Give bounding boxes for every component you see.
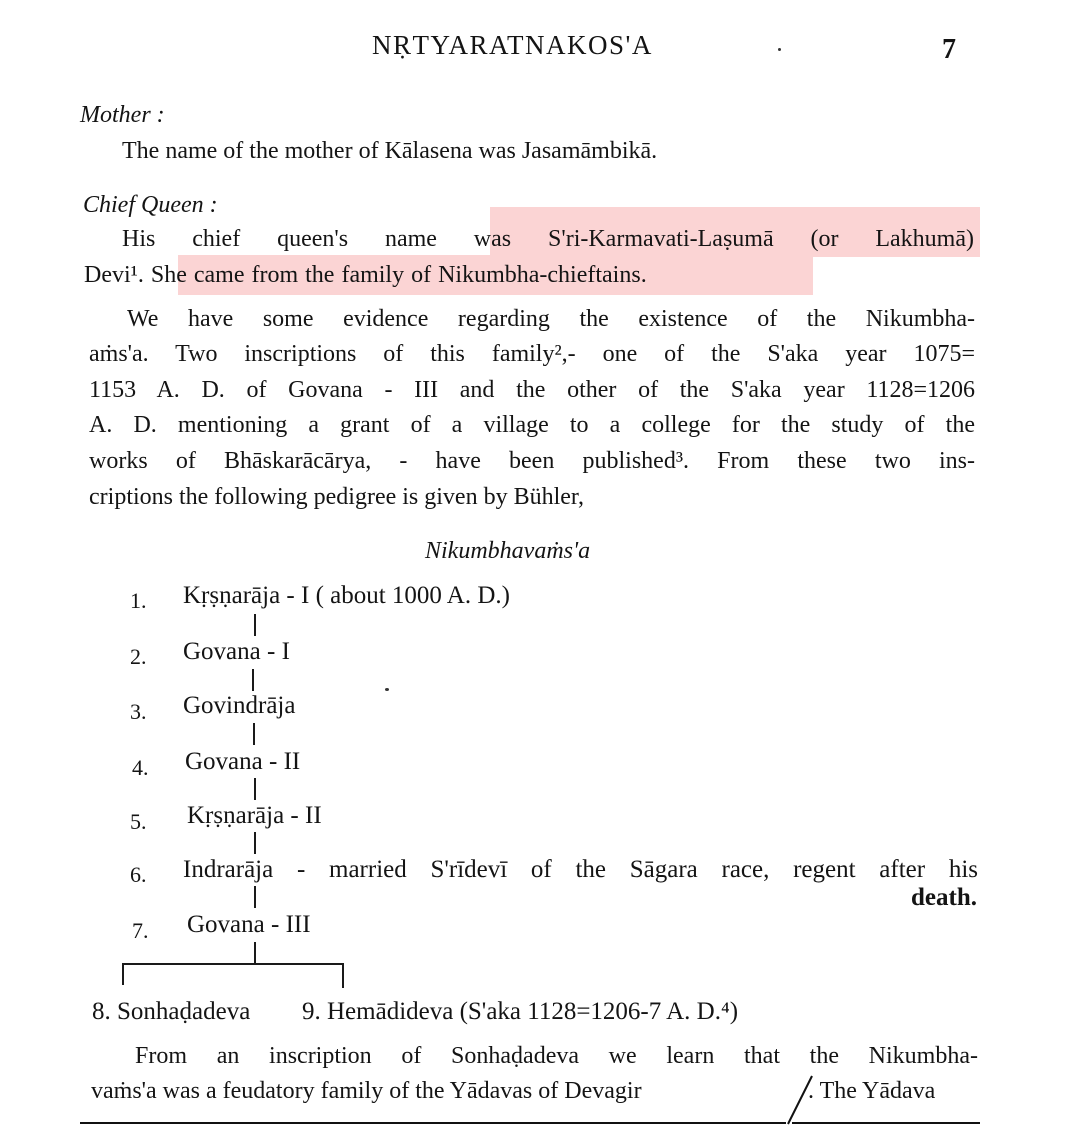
chief-queen-line-2: Devi¹. She came from the family of Nikumbha-chieftains. [84, 262, 647, 288]
pedigree-connector [252, 669, 254, 691]
pedigree-name: Indrarāja - married S'rīdevī of the Sāgara race, regent after his [183, 856, 978, 883]
pedigree-number: 1. [130, 588, 147, 613]
speck-mark [385, 688, 389, 691]
section-heading-chief-queen: Chief Queen : [83, 192, 218, 218]
slash-mark [780, 1072, 820, 1128]
pedigree-connector [253, 723, 255, 745]
pedigree-name: Kṛṣṇarāja - I ( about 1000 A. D.) [183, 582, 510, 609]
paragraph-line-4: A. D. mentioning a grant of a village to a college for the study of the [89, 412, 975, 438]
pedigree-connector [254, 942, 256, 964]
paragraph-line-2: aṁs'a. Two inscriptions of this family²,- one of the S'aka year 1075= [89, 341, 975, 367]
closing-line-2-tail: . The Yādava [808, 1078, 936, 1104]
bottom-rule [792, 1122, 980, 1124]
pedigree-connector [254, 832, 256, 854]
pedigree-number: 4. [132, 755, 149, 780]
page-number: 7 [942, 34, 956, 65]
paragraph-line-5: works of Bhāskarācārya, - have been published³. From these two ins- [89, 448, 975, 474]
pedigree-number: 5. [130, 809, 147, 834]
speck-mark [778, 48, 781, 51]
pedigree-continuation: death. [911, 884, 977, 911]
pedigree-branch-left: 8. Sonhaḍadeva [92, 998, 251, 1025]
pedigree-branch-right: 9. Hemādideva (S'aka 1128=1206-7 A. D.⁴) [302, 998, 739, 1025]
chief-queen-line-1: His chief queen's name was S'ri-Karmavati-Laṣumā (or Lakhumā) [122, 226, 974, 252]
pedigree-name: Govana - III [187, 911, 311, 938]
pedigree-number: 6. [130, 862, 147, 887]
pedigree-connector [342, 963, 344, 988]
pedigree-number: 3. [130, 699, 147, 724]
pedigree-connector [254, 614, 256, 636]
pedigree-branch-bar [122, 963, 344, 965]
pedigree-number: 2. [130, 644, 147, 669]
running-title: NṚTYARATNAKOS'A [372, 30, 653, 60]
pedigree-connector [254, 886, 256, 908]
pedigree-connector [254, 778, 256, 800]
paragraph-line-1: We have some evidence regarding the existence of the Nikumbha- [127, 306, 975, 332]
pedigree-name: Govindrāja [183, 692, 296, 719]
pedigree-name: Kṛṣṇarāja - II [187, 802, 322, 829]
pedigree-name: Govana - I [183, 638, 290, 665]
pedigree-name: Govana - II [185, 748, 301, 775]
pedigree-connector [122, 963, 124, 985]
section-heading-mother: Mother : [80, 102, 165, 128]
pedigree-number: 7. [132, 918, 149, 943]
bottom-rule [80, 1122, 786, 1124]
paragraph-line-6: criptions the following pedigree is given by Bühler, [89, 484, 584, 510]
closing-line-1: From an inscription of Sonhaḍadeva we learn that the Nikumbha- [135, 1043, 978, 1069]
pedigree-title: Nikumbhavaṁs'a [425, 538, 591, 564]
paragraph-line-3: 1153 A. D. of Govana - III and the other of the S'aka year 1128=1206 [89, 377, 975, 403]
closing-line-2: vaṁs'a was a feudatory family of the Yādavas of Devagir [91, 1078, 642, 1104]
mother-text: The name of the mother of Kālasena was Jasamāmbikā. [122, 138, 658, 164]
